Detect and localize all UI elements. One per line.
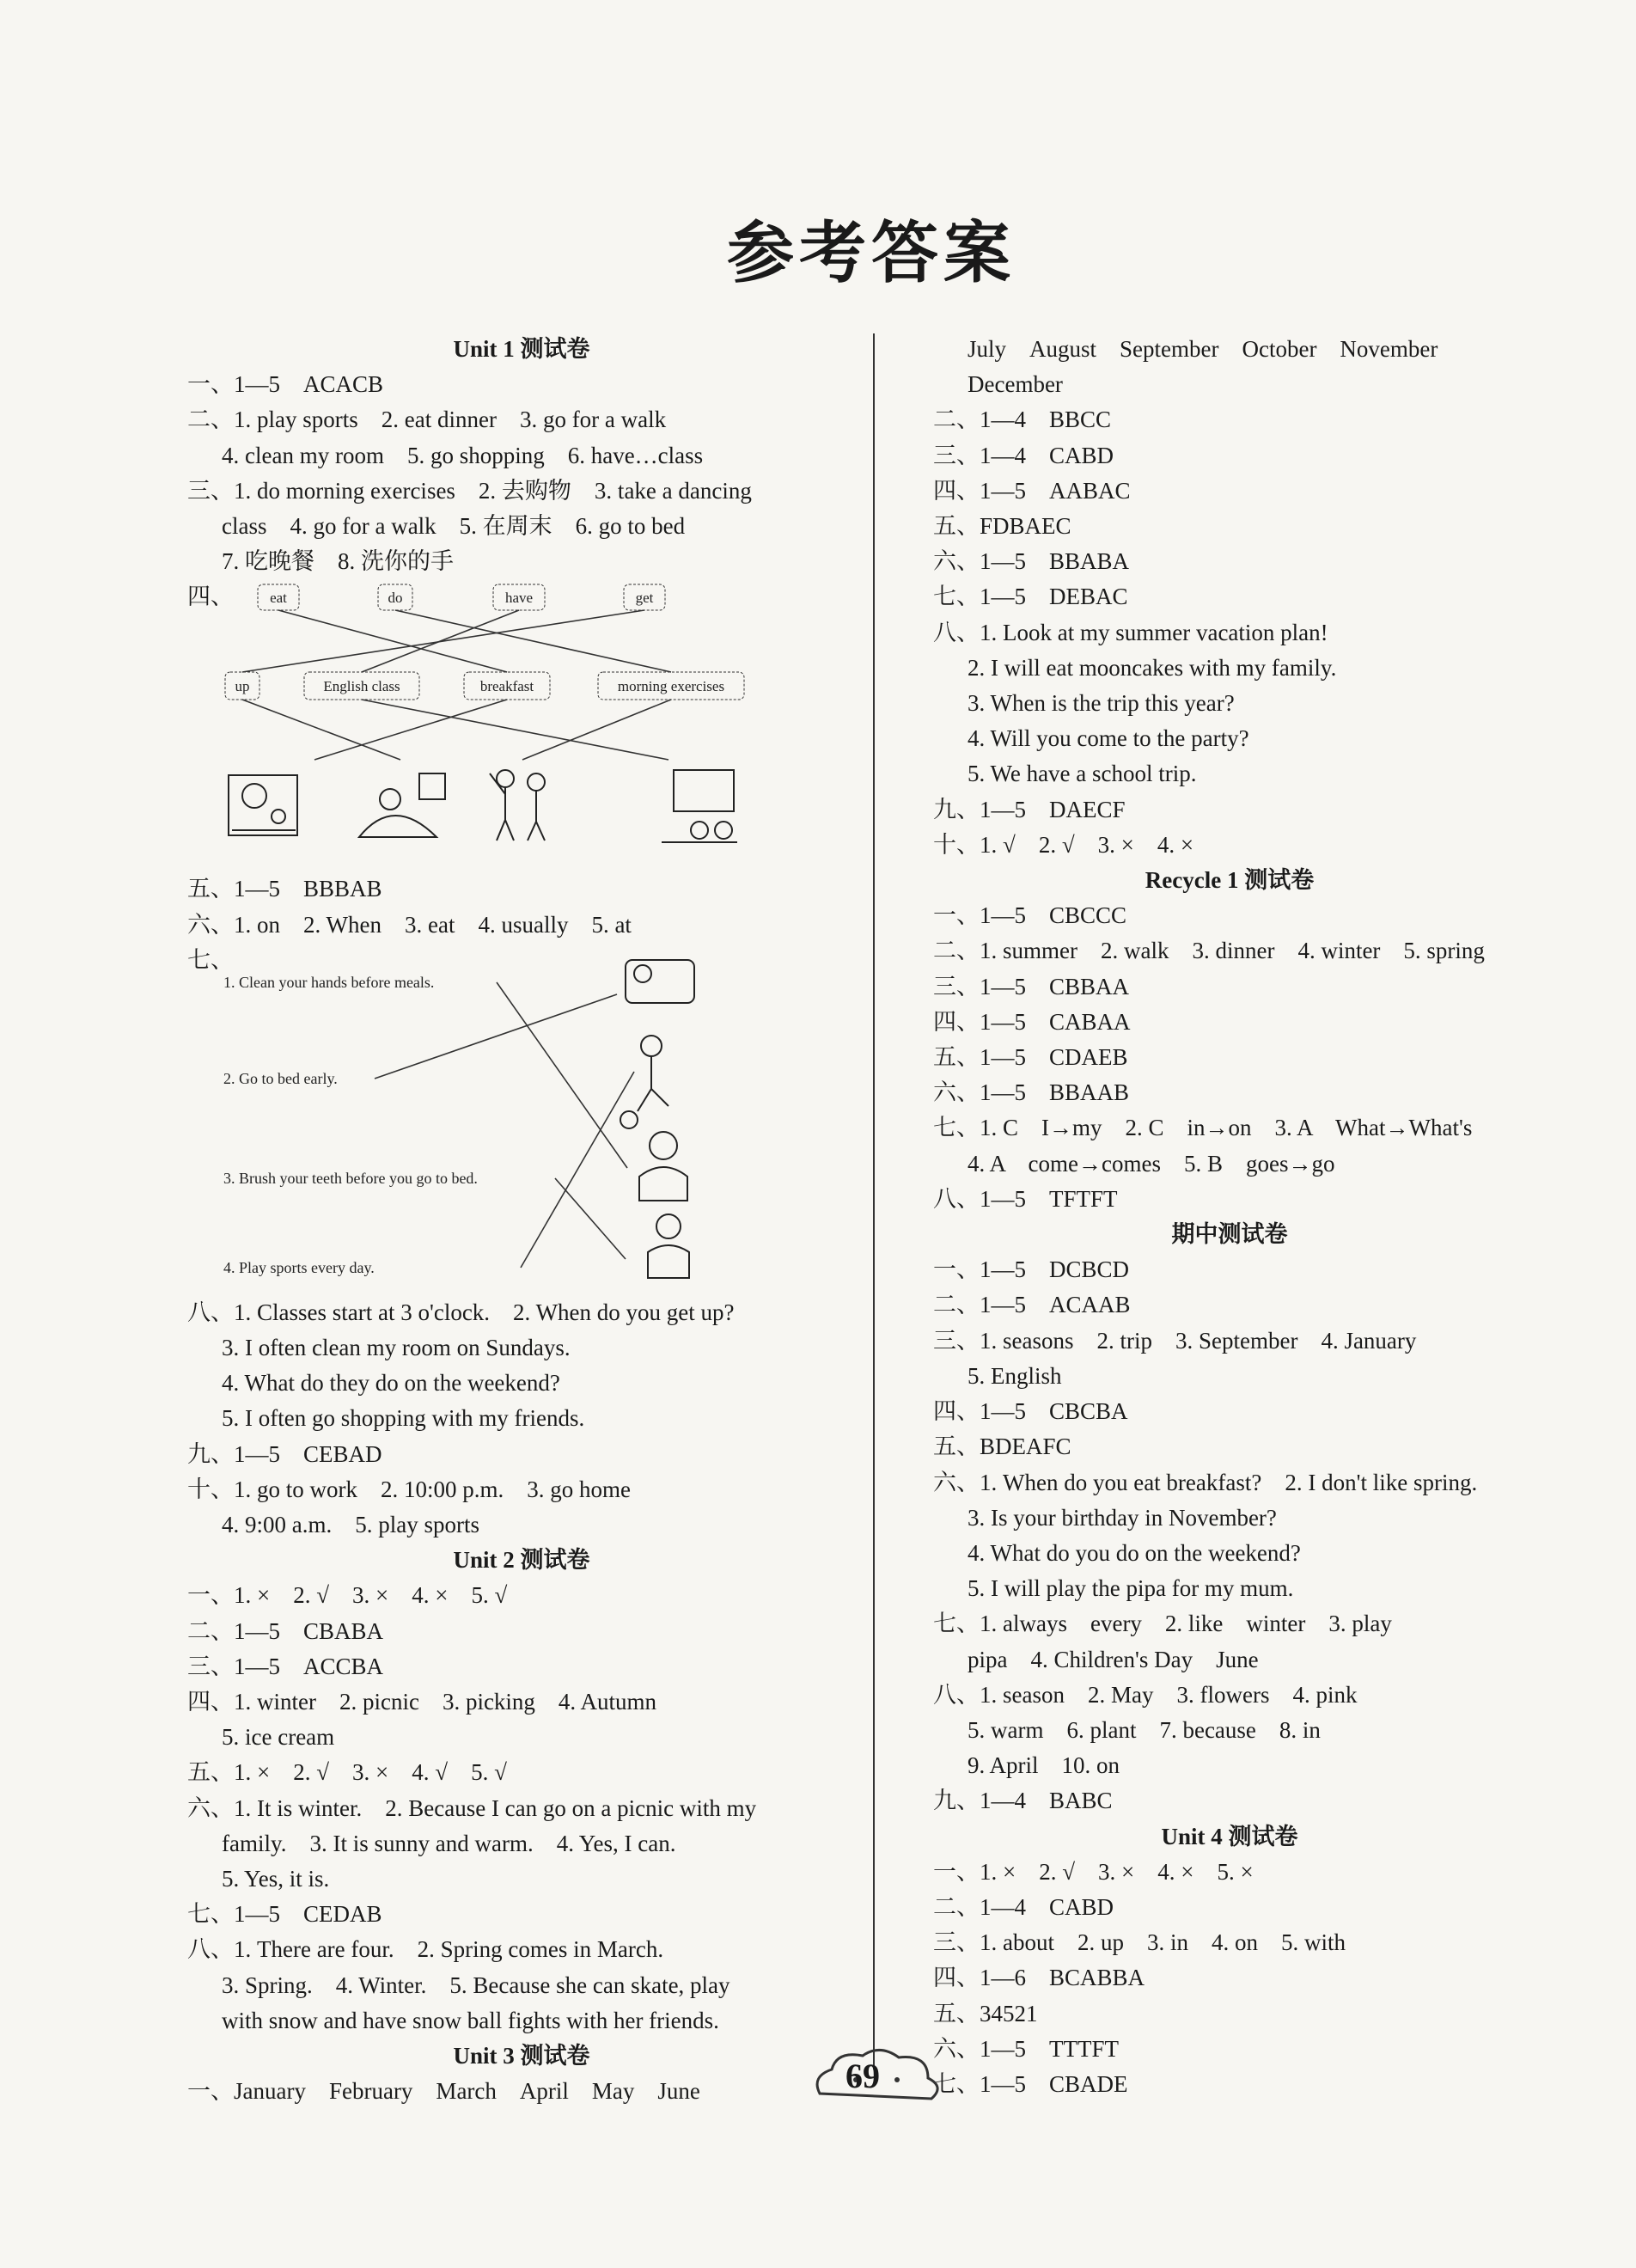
answer-line: July August September October November: [968, 336, 1438, 362]
answer-line: 3. When is the trip this year?: [968, 690, 1235, 717]
unit3-heading: Unit 3 测试卷: [453, 2043, 590, 2069]
answer-line: 六、1. It is winter. 2. Because I can go on a picnic with my: [187, 1794, 757, 1821]
matching-diagram-q7: [187, 943, 856, 1295]
q7-label: 七、: [187, 946, 234, 973]
unit4-heading: Unit 4 测试卷: [1161, 1823, 1298, 1849]
picture-class-icon: [662, 770, 737, 842]
answer-line: 二、1—4 CABD: [933, 1893, 1114, 1920]
answer-line: 4. What do you do on the weekend?: [968, 1539, 1301, 1566]
answer-line: 四、1—5 CBCBA: [933, 1398, 1128, 1425]
answer-line: 一、January February March April May June: [187, 2078, 700, 2105]
answer-line: 七、1. C I→my 2. C in→on 3. A What→What's: [933, 1115, 1473, 1141]
answer-line: 六、1—5 TTTFT: [933, 2035, 1119, 2062]
answer-line: 5. warm 6. plant 7. because 8. in: [968, 1716, 1321, 1743]
answer-line: 五、FDBAEC: [933, 513, 1071, 540]
answer-line: 5. I often go shopping with my friends.: [222, 1405, 585, 1432]
answer-line: 三、1. seasons 2. trip 3. September 4. January: [933, 1327, 1417, 1354]
answer-line: 七、1. always every 2. like winter 3. play: [933, 1611, 1392, 1637]
answer-line: 5. Yes, it is.: [222, 1866, 330, 1892]
phrase-english-class: English class: [323, 678, 400, 695]
q4-label: 四、: [187, 584, 234, 610]
q4-diagram-svg: [187, 579, 856, 871]
answer-line: 五、BDEAFC: [933, 1434, 1071, 1460]
midterm-heading: 期中测试卷: [1171, 1221, 1288, 1248]
answer-line: 三、1. do morning exercises 2. 去购物 3. take a dancing: [187, 477, 752, 504]
answer-line: 十、1. go to work 2. 10:00 p.m. 3. go home: [187, 1476, 631, 1502]
word-do: do: [388, 590, 403, 607]
answer-line: 5. I will play the pipa for my mum.: [968, 1575, 1294, 1602]
answer-line: 3. Spring. 4. Winter. 5. Because she can skate, play: [222, 1972, 730, 1998]
answer-line: 5. English: [968, 1362, 1062, 1389]
q7-sentence-3: 3. Brush your teeth before you go to bed.: [223, 1169, 478, 1187]
answer-line: 五、34521: [933, 2000, 1038, 2027]
word-have: have: [504, 590, 534, 607]
answer-line: 三、1—5 ACCBA: [187, 1653, 384, 1679]
q7-sentence-1: 1. Clean your hands before meals.: [223, 973, 435, 991]
answer-line: 五、1. × 2. √ 3. × 4. √ 5. √: [187, 1759, 507, 1786]
column-divider: [873, 333, 875, 2069]
connector-lines: [242, 610, 671, 760]
q4-pictures: [229, 770, 737, 842]
matching-diagram-q4: [187, 579, 856, 871]
answer-line: 五、1—5 BBBAB: [187, 876, 382, 902]
answer-line: 4. 9:00 a.m. 5. play sports: [222, 1512, 479, 1538]
answer-line: 5. ice cream: [222, 1724, 335, 1751]
page-number: 69: [845, 2057, 880, 2095]
answer-line: 7. 吃晚餐 8. 洗你的手: [222, 548, 454, 575]
right-column: [933, 332, 1526, 2102]
phrase-breakfast: breakfast: [479, 678, 534, 695]
q7-sentence-4: 4. Play sports every day.: [223, 1258, 375, 1276]
answer-line: 一、1. × 2. √ 3. × 4. × 5. ×: [933, 1858, 1254, 1885]
picture-getting-up-icon: [359, 773, 445, 837]
answer-line: 二、1—5 ACAAB: [933, 1292, 1131, 1318]
left-column: [187, 332, 856, 2110]
answer-line: 四、1—5 CABAA: [933, 1008, 1131, 1035]
answer-line: 四、1—6 BCABBA: [933, 1965, 1145, 1991]
q7-connector-lines: [375, 982, 634, 1268]
answer-line: 一、1—5 DCBCD: [933, 1256, 1130, 1283]
answer-line: 三、1—4 CABD: [933, 442, 1114, 468]
q7-diagram-svg: [187, 943, 856, 1295]
picture-breakfast-icon: [229, 775, 297, 835]
unit2-heading: Unit 2 测试卷: [453, 1547, 590, 1574]
answer-line: 一、1—5 CBCCC: [933, 902, 1127, 929]
answer-line: 九、1—5 DAECF: [933, 796, 1126, 822]
answer-line: 2. I will eat mooncakes with my family.: [968, 654, 1337, 681]
answer-line: 三、1. about 2. up 3. in 4. on 5. with: [933, 1929, 1346, 1956]
picture-brushing-icon: [639, 1132, 687, 1201]
answer-line: 4. clean my room 5. go shopping 6. have…class: [222, 442, 704, 468]
answer-line: 二、1—5 CBABA: [187, 1617, 384, 1644]
picture-washing-hands-icon: [648, 1214, 689, 1278]
page-title: 参考答案: [726, 214, 1016, 292]
answer-line: 六、1—5 BBABA: [933, 548, 1130, 575]
answer-line: 四、1. winter 2. picnic 3. picking 4. Autumn: [187, 1689, 656, 1715]
answer-line: pipa 4. Children's Day June: [968, 1646, 1259, 1672]
answer-line: 十、1. √ 2. √ 3. × 4. ×: [933, 831, 1194, 858]
answer-line: 一、1—5 ACACB: [187, 371, 384, 398]
q7-sentence-2: 2. Go to bed early.: [223, 1069, 338, 1087]
answer-line: 二、1—4 BBCC: [933, 407, 1112, 433]
answer-line: 5. We have a school trip.: [968, 761, 1197, 787]
answer-line: class 4. go for a walk 5. 在周末 6. go to bed: [222, 513, 686, 540]
answer-line: 九、1—4 BABC: [933, 1788, 1113, 1814]
word-get: get: [635, 590, 654, 607]
answer-line: 五、1—5 CDAEB: [933, 1044, 1128, 1071]
answer-line: December: [968, 371, 1063, 398]
answer-line: 3. I often clean my room on Sundays.: [222, 1335, 571, 1361]
answer-line: 二、1. play sports 2. eat dinner 3. go for a walk: [187, 407, 667, 433]
answer-line: 4. What do they do on the weekend?: [222, 1370, 560, 1397]
answer-line: 六、1. on 2. When 3. eat 4. usually 5. at: [187, 911, 632, 938]
answer-line: 七、1—5 DEBAC: [933, 584, 1128, 610]
unit1-heading: Unit 1 测试卷: [453, 336, 590, 362]
answer-line: 3. Is your birthday in November?: [968, 1504, 1277, 1531]
answer-line: 一、1. × 2. √ 3. × 4. × 5. √: [187, 1582, 508, 1609]
phrase-morning-exercises: morning exercises: [617, 678, 725, 695]
recycle1-heading: Recycle 1 测试卷: [1145, 867, 1315, 894]
answer-line: 八、1. Look at my summer vacation plan!: [933, 619, 1328, 645]
answer-line: 八、1. Classes start at 3 o'clock. 2. When do you get up?: [187, 1299, 735, 1325]
answer-line: 二、1. summer 2. walk 3. dinner 4. winter 5. spring: [933, 938, 1485, 964]
answer-line: 四、1—5 AABAC: [933, 477, 1131, 504]
answer-line: 七、1—5 CEDAB: [187, 1901, 382, 1928]
answer-line: family. 3. It is sunny and warm. 4. Yes, I can.: [222, 1830, 676, 1856]
answer-line: 六、1—5 BBAAB: [933, 1079, 1130, 1106]
picture-sleeping-icon: [626, 960, 694, 1003]
picture-exercise-icon: [490, 770, 545, 841]
word-eat: eat: [270, 590, 287, 607]
q7-pictures: [620, 960, 694, 1278]
answer-line: 9. April 10. on: [968, 1752, 1120, 1779]
answer-line: 4. A come→comes 5. B goes→go: [968, 1150, 1335, 1177]
answer-line: 九、1—5 CEBAD: [187, 1440, 382, 1467]
answer-line: 4. Will you come to the party?: [968, 725, 1249, 752]
answer-line: 八、1. There are four. 2. Spring comes in March.: [187, 1936, 664, 1963]
answer-line: 八、1. season 2. May 3. flowers 4. pink: [933, 1681, 1358, 1708]
answer-line: 三、1—5 CBBAA: [933, 973, 1130, 1000]
answer-line: 六、1. When do you eat breakfast? 2. I don't like spring.: [933, 1469, 1478, 1495]
phrase-up: up: [235, 678, 250, 695]
answer-line: 七、1—5 CBADE: [933, 2070, 1128, 2097]
answer-line: 八、1—5 TFTFT: [933, 1185, 1118, 1212]
answer-line: with snow and have snow ball fights with her friends.: [222, 2007, 719, 2033]
